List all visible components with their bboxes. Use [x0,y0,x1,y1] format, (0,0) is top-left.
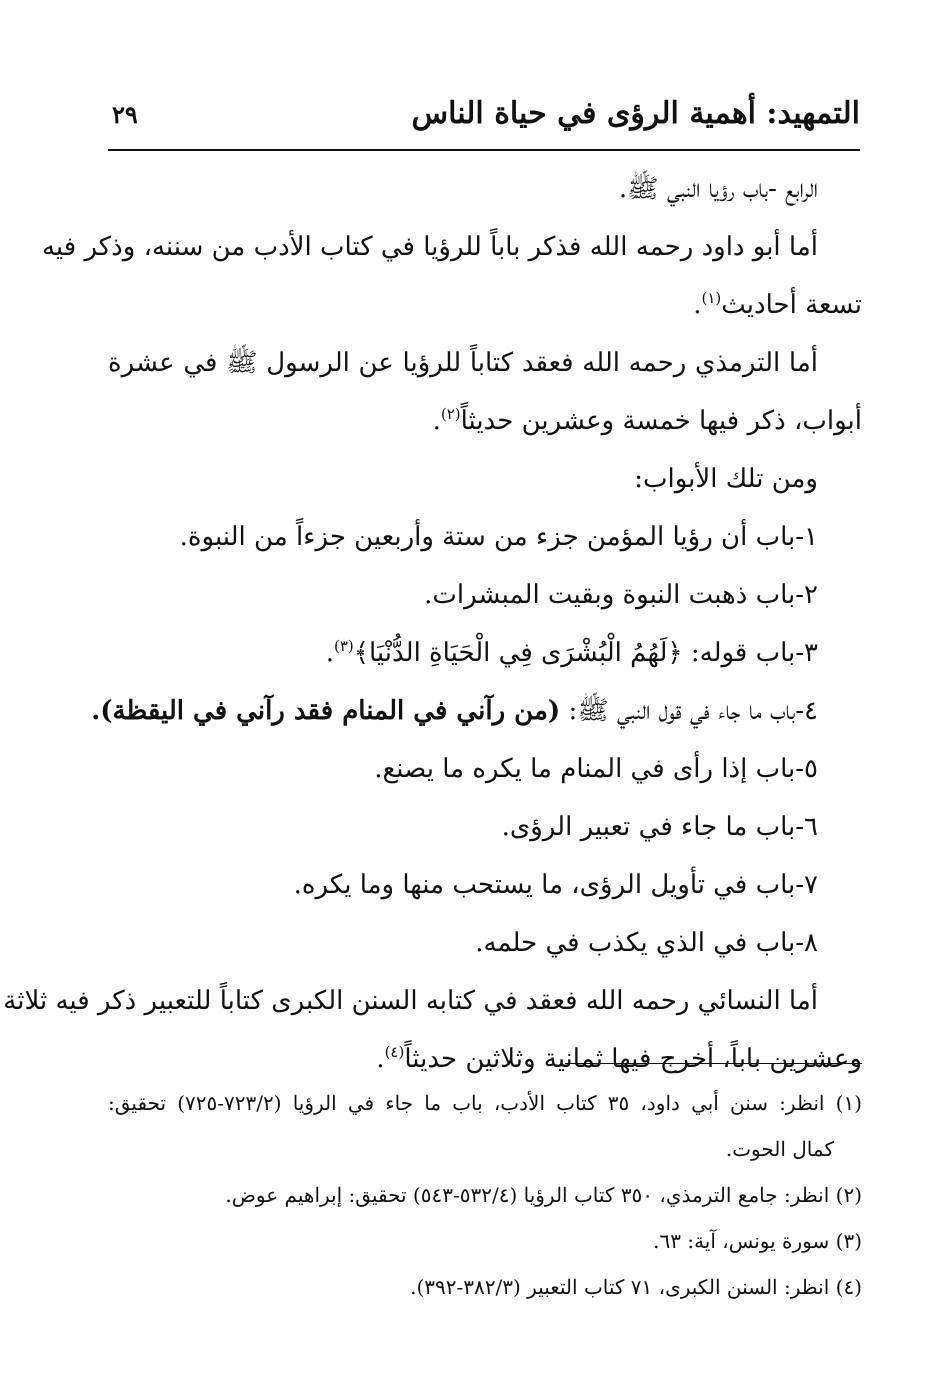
paragraph-line: أما أبو داود رحمه الله فذكر باباً للرؤيا في كتاب الأدب من سننه، وذكر فيه [41,232,818,262]
list-item: ٨-باب في الذي يكذب في حلمه. [475,928,818,958]
list-item: ٦-باب ما جاء في تعبير الرؤى. [501,812,818,842]
footnote: (١) انظر: سنن أبي داود، ٣٥ كتاب الأدب، باب ما جاء في الرؤيا (٧٢٣/٢-٧٢٥) تحقيق: [108,1091,863,1115]
list-item: ٧-باب في تأويل الرؤى، ما يستحب منها وما يكره. [293,870,818,900]
paragraph-line: أبواب، ذكر فيها خمسة وعشرين حديثاً$^{(٢)}$. [432,405,862,436]
running-header-title: التمهيد: أهمية الرؤى في حياة الناس [411,96,860,131]
paragraph-line: أما النسائي رحمه الله فعقد في كتابه السنن الكبرى كتاباً للتعبير ذكر فيه ثلاثة [3,986,818,1016]
paragraph-line: أما الترمذي رحمه الله فعقد كتاباً للرؤيا عن الرسول ﷺ في عشرة [108,348,818,378]
paragraph-line: ومن تلك الأبواب: [634,464,818,494]
footnote-separator [565,1063,862,1064]
footnote-ref: (٣) [333,637,354,655]
header-rule [108,149,860,151]
page-number: ٢٩ [112,100,138,129]
paragraph-line: تسعة أحاديث$^{(١)}$. [693,289,862,320]
list-item: ٢-باب ذهبت النبوة وبقيت المبشرات. [424,580,818,610]
footnote: كمال الحوت. [725,1137,834,1161]
footnote: (٣) سورة يونس، آية: ٦٣. [653,1229,862,1253]
footnote-ref: (٤) [384,1043,405,1061]
list-item: ٤-باب ما جاء في قول النبي ﷺ: (من رآني في المنام فقد رآني في اليقظة). [91,696,818,726]
paragraph-line: الرابع -باب رؤيا النبي ﷺ. [618,174,818,204]
list-item: ١-باب أن رؤيا المؤمن جزء من ستة وأربعين جزءاً من النبوة. [179,522,818,552]
list-item: ٥-باب إذا رأى في المنام ما يكره ما يصنع. [374,754,818,784]
footnote: (٢) انظر: جامع الترمذي، ٣٥٠ كتاب الرؤيا (٥٣٢/٤-٥٤٣) تحقيق: إبراهيم عوض. [225,1183,862,1207]
main-text [3,160,862,1088]
footnote: (٤) انظر: السنن الكبرى، ٧١ كتاب التعبير (٣٨٢/٣-٣٩٢). [410,1275,862,1299]
footnote-ref: (٢) [440,405,461,423]
paragraph-line: وعشرين باباً، أخرج فيها ثمانية وثلاثين حديثاً$^{(٤)}$. [376,1043,862,1074]
hadith-quote: (من رآني في المنام فقد رآني في اليقظة). [91,696,561,726]
footnote-ref: (١) [701,289,722,307]
footnotes [108,1080,862,1310]
list-item: ٣-باب قوله: ﴿لَهُمُ الْبُشْرَى فِي الْحَيَاةِ الدُّنْيَا﴾$^{(٣)}$. [325,637,818,668]
